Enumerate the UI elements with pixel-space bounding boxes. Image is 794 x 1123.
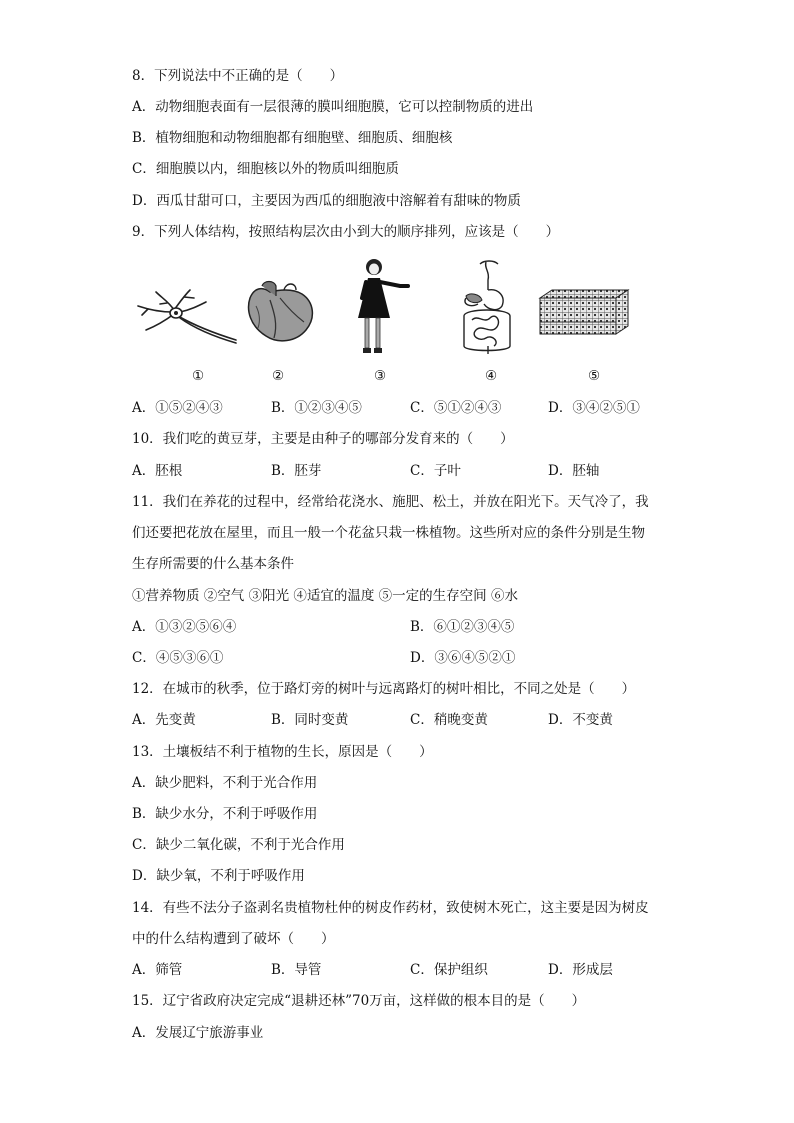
figure-label-2: ② [271, 368, 285, 384]
q13-option-c: C．缺少二氧化碳，不利于光合作用 [132, 837, 345, 853]
q15-stem: 15．辽宁省政府决定完成“退耕还林”70万亩，这样做的根本目的是（ ） [132, 993, 586, 1009]
q11-option-a: A．①③②⑤⑥④ [132, 619, 237, 635]
q8-stem: 8．下列说法中不正确的是（ ） [132, 68, 344, 84]
neuron-figure [134, 288, 240, 346]
figure-label-1: ① [191, 368, 205, 384]
person-figure [352, 258, 418, 362]
q9-option-c: C．⑤①②④③ [410, 400, 502, 416]
q11-stem-line-2: 们还要把花放在屋里，而且一般一个花盆只栽一株植物。这些所对应的条件分别是生物 [132, 525, 645, 541]
q14-option-c: C．保护组织 [410, 962, 488, 978]
q14-option-d: D．形成层 [548, 962, 613, 978]
q12-option-d: D．不变黄 [548, 712, 613, 728]
q11-stem-line-1: 11．我们在养花的过程中，经常给花浇水、施肥、松土，并放在阳光下。天气冷了，我 [132, 494, 649, 510]
q9-option-d: D．③④②⑤① [548, 400, 640, 416]
q13-option-a: A．缺少肥料，不利于光合作用 [132, 775, 318, 791]
q10-option-b: B．胚芽 [271, 463, 322, 479]
q10-option-a: A．胚根 [132, 463, 183, 479]
q9-stem: 9．下列人体结构，按照结构层次由小到大的顺序排列，应该是（ ） [132, 224, 560, 240]
q8-option-a: A．动物细胞表面有一层很薄的膜叫细胞膜，它可以控制物质的进出 [132, 99, 534, 115]
heart-figure [240, 280, 320, 346]
q8-option-b: B．植物细胞和动物细胞都有细胞壁、细胞质、细胞核 [132, 130, 453, 146]
q8-option-c: C．细胞膜以内，细胞核以外的物质叫细胞质 [132, 161, 399, 177]
figure-label-5: ⑤ [587, 368, 601, 384]
q12-option-c: C．稍晚变黄 [410, 712, 488, 728]
q14-stem-line-1: 14．有些不法分子盗剥名贵植物杜仲的树皮作药材，致使树木死亡，这主要是因为树皮 [132, 900, 649, 916]
q14-stem-line-2: 中的什么结构遭到了破坏（ ） [132, 931, 335, 947]
digestive-system-figure [454, 258, 520, 356]
q11-option-b: B．⑥①②③④⑤ [410, 619, 515, 635]
q8-option-d: D．西瓜甘甜可口，主要因为西瓜的细胞液中溶解着有甜味的物质 [132, 193, 521, 209]
q11-option-c: C．④⑤③⑥① [132, 650, 224, 666]
q11-stem-line-3: 生存所需要的什么基本条件 [132, 556, 294, 572]
q9-option-b: B．①②③④⑤ [271, 400, 362, 416]
q11-conditions: ①营养物质 ②空气 ③阳光 ④适宜的温度 ⑤一定的生存空间 ⑥水 [132, 588, 518, 604]
q14-option-b: B．导管 [271, 962, 322, 978]
q11-option-d: D．③⑥④⑤②① [410, 650, 516, 666]
figure-label-3: ③ [373, 368, 387, 384]
q12-option-a: A．先变黄 [132, 712, 196, 728]
q15-option-a: A．发展辽宁旅游事业 [132, 1025, 264, 1041]
q13-option-d: D．缺少氧，不利于呼吸作用 [132, 868, 305, 884]
q13-stem: 13．土壤板结不利于植物的生长，原因是（ ） [132, 744, 433, 760]
q12-stem: 12．在城市的秋季，位于路灯旁的树叶与远离路灯的树叶相比，不同之处是（ ） [132, 681, 636, 697]
tissue-figure [538, 288, 630, 336]
figure-label-4: ④ [484, 368, 498, 384]
q13-option-b: B．缺少水分，不利于呼吸作用 [132, 806, 318, 822]
q14-option-a: A．筛管 [132, 962, 183, 978]
q9-option-a: A．①⑤②④③ [132, 400, 223, 416]
q10-option-c: C．子叶 [410, 463, 461, 479]
q10-option-d: D．胚轴 [548, 463, 600, 479]
q10-stem: 10．我们吃的黄豆芽，主要是由种子的哪部分发育来的（ ） [132, 431, 514, 447]
q12-option-b: B．同时变黄 [271, 712, 349, 728]
